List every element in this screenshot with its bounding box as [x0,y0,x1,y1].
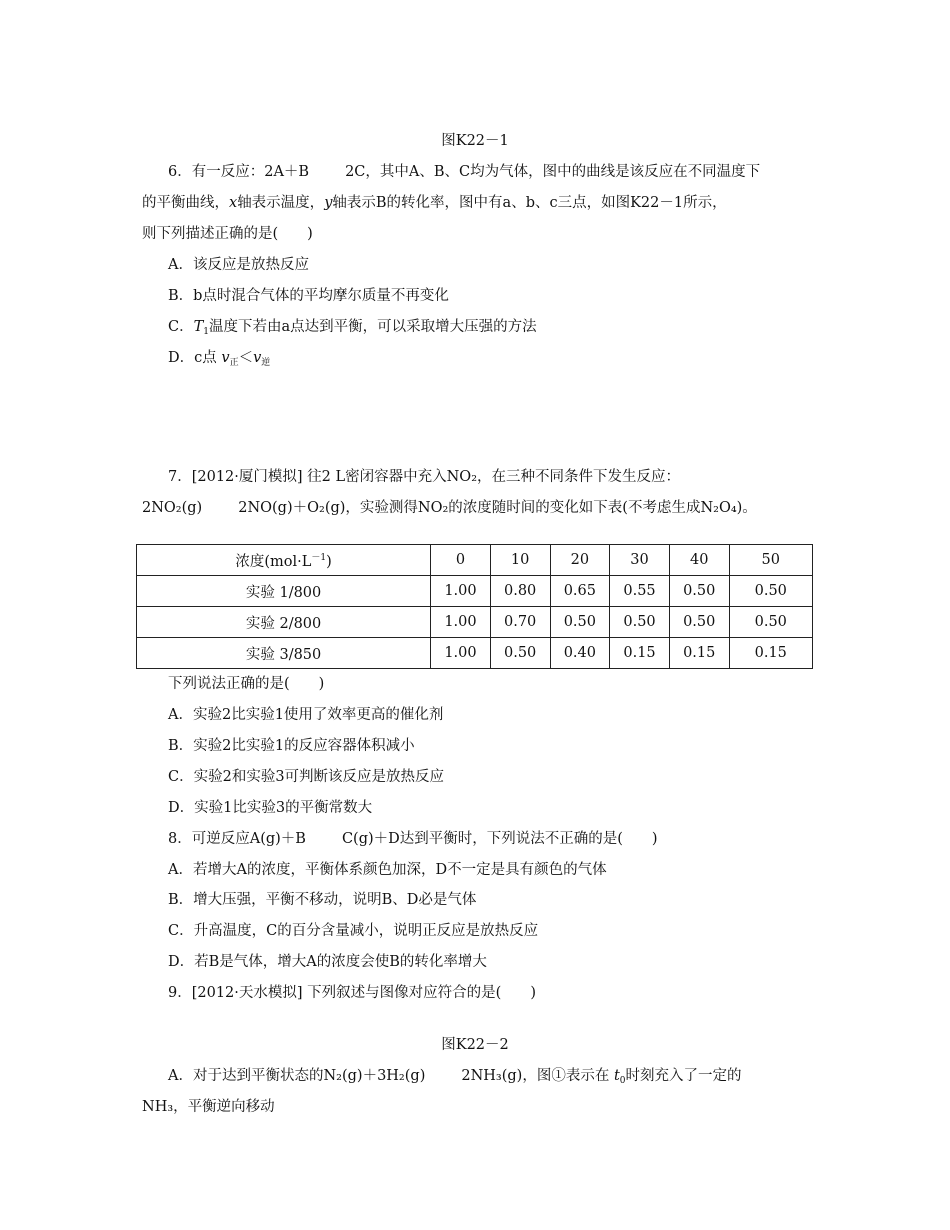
q6-stem-1-pre: 6．有一反应：2A＋B [168,164,310,180]
table-cell: 1.00 [431,576,491,607]
q6-var-y: y [324,195,333,211]
q6-option-c-post: 温度下若由a点达到平衡，可以采取增大压强的方法 [209,319,537,335]
q8-stem [168,829,658,849]
table-header-time: 20 [550,545,610,576]
q8-option-a: A．若增大A的浓度，平衡体系颜色加深，D不一定是具有颜色的气体 [168,862,607,878]
q6-option-d [168,348,270,373]
q6-option-a: A．该反应是放热反应 [168,257,309,273]
q6-option-c [168,317,537,342]
q8-option-d: D．若B是气体，增大A的浓度会使B的转化率增大 [168,954,487,970]
q6-stem-2-a: 的平衡曲线， [142,195,229,211]
q9-option-a-line-2: NH₃，平衡逆向移动 [142,1099,275,1115]
q6-stem-line-3: 则下列描述正确的是( ) [142,226,313,242]
header-label-post: ) [326,553,332,570]
q9-var-t: t [613,1068,620,1084]
table-row [137,638,813,669]
q6-var-t-sub: 1 [203,327,210,337]
figure-caption-k22-2: 图K22－2 [441,1037,509,1053]
table-cell: 0.50 [490,638,550,669]
table-row [137,607,813,638]
q6-option-d-pre: D．c点 [168,350,222,366]
q8-stem-pre: 8．可逆反应A(g)＋B [168,831,306,847]
header-label-sup: －1 [311,552,327,563]
q6-stem-2-b: 轴表示温度， [237,195,325,211]
q7-option-c: C．实验2和实验3可判断该反应是放热反应 [168,769,445,785]
table-cell: 0.50 [729,607,812,638]
concentration-table [136,544,813,669]
table-header-label [137,545,431,576]
q7-stem-2-lhs: 2NO₂(g) [142,500,203,516]
table-header-time: 30 [610,545,670,576]
q7-option-a: A．实验2比实验1使用了效率更高的催化剂 [168,707,444,723]
q8-option-b: B．增大压强，平衡不移动，说明B、D必是气体 [168,892,477,908]
q9-option-a-mid: 2NH₃(g)，图①表示在 [461,1068,614,1084]
q9-option-a-line-1 [168,1066,742,1091]
q8-option-c: C．升高温度，C的百分含量减小，说明正反应是放热反应 [168,923,539,939]
q9-option-a-post: 时刻充入了一定的 [625,1068,742,1084]
header-label-pre: 浓度(mol·L [235,553,312,570]
table-cell: 0.50 [550,607,610,638]
table-header-time: 0 [431,545,491,576]
q7-stem-line-2 [142,498,757,518]
q6-var-t: T [193,319,204,335]
table-cell: 0.50 [729,576,812,607]
q7-stem-line-1: 7．[2012·厦门模拟] 往2 L密闭容器中充入NO₂，在三种不同条件下发生反应： [168,469,681,485]
q9-var-t-sub: 0 [619,1076,626,1086]
table-cell: 0.70 [490,607,550,638]
q6-stem-1-post: 2C，其中A、B、C均为气体，图中的曲线是该反应在不同温度下 [345,164,761,180]
table-row-label: 实验 2/800 [137,607,431,638]
table-cell: 1.00 [431,638,491,669]
table-cell: 0.15 [669,638,729,669]
q6-var-v2-sub: 逆 [261,358,271,368]
table-cell: 0.50 [610,607,670,638]
table-cell: 0.15 [729,638,812,669]
q7-stem-2-rhs: 2NO(g)＋O₂(g)，实验测得NO₂的浓度随时间的变化如下表(不考虑生成N₂O₄)。 [238,500,757,516]
table-row [137,576,813,607]
table-cell: 0.80 [490,576,550,607]
q7-option-b: B．实验2比实验1的反应容器体积减小 [168,738,415,754]
q6-var-v1: v [221,350,230,366]
q7-prompt: 下列说法正确的是( ) [168,676,325,692]
q6-var-x: x [229,195,238,211]
q9-option-a-pre: A．对于达到平衡状态的N₂(g)＋3H₂(g) [168,1068,426,1084]
table-cell: 0.50 [669,576,729,607]
q6-stem-line-2 [142,193,727,213]
q6-less-than: ＜ [238,350,254,366]
q6-option-c-pre: C． [168,319,194,335]
table-cell: 0.65 [550,576,610,607]
table-cell: 0.40 [550,638,610,669]
q6-stem-2-c: 轴表示B的转化率，图中有a、b、c三点，如图K22－1所示， [332,195,727,211]
table-row-label: 实验 1/800 [137,576,431,607]
table-header-time: 10 [490,545,550,576]
table-row-label: 实验 3/850 [137,638,431,669]
table-cell: 0.50 [669,607,729,638]
table-cell: 0.15 [610,638,670,669]
q6-option-b: B．b点时混合气体的平均摩尔质量不再变化 [168,288,449,304]
q9-stem: 9．[2012·天水模拟] 下列叙述与图像对应符合的是( ) [168,985,536,1001]
q6-stem-line-1 [168,162,760,182]
figure-caption-k22-1: 图K22－1 [441,133,509,149]
table-header-row [137,545,813,576]
q6-var-v2: v [253,350,262,366]
table-header-time: 50 [729,545,812,576]
q7-option-d: D．实验1比实验3的平衡常数大 [168,800,373,816]
table-cell: 0.55 [610,576,670,607]
q6-var-v1-sub: 正 [229,358,239,368]
table-cell: 1.00 [431,607,491,638]
q8-stem-post: C(g)＋D达到平衡时，下列说法不正确的是( ) [341,831,658,847]
table-header-time: 40 [669,545,729,576]
